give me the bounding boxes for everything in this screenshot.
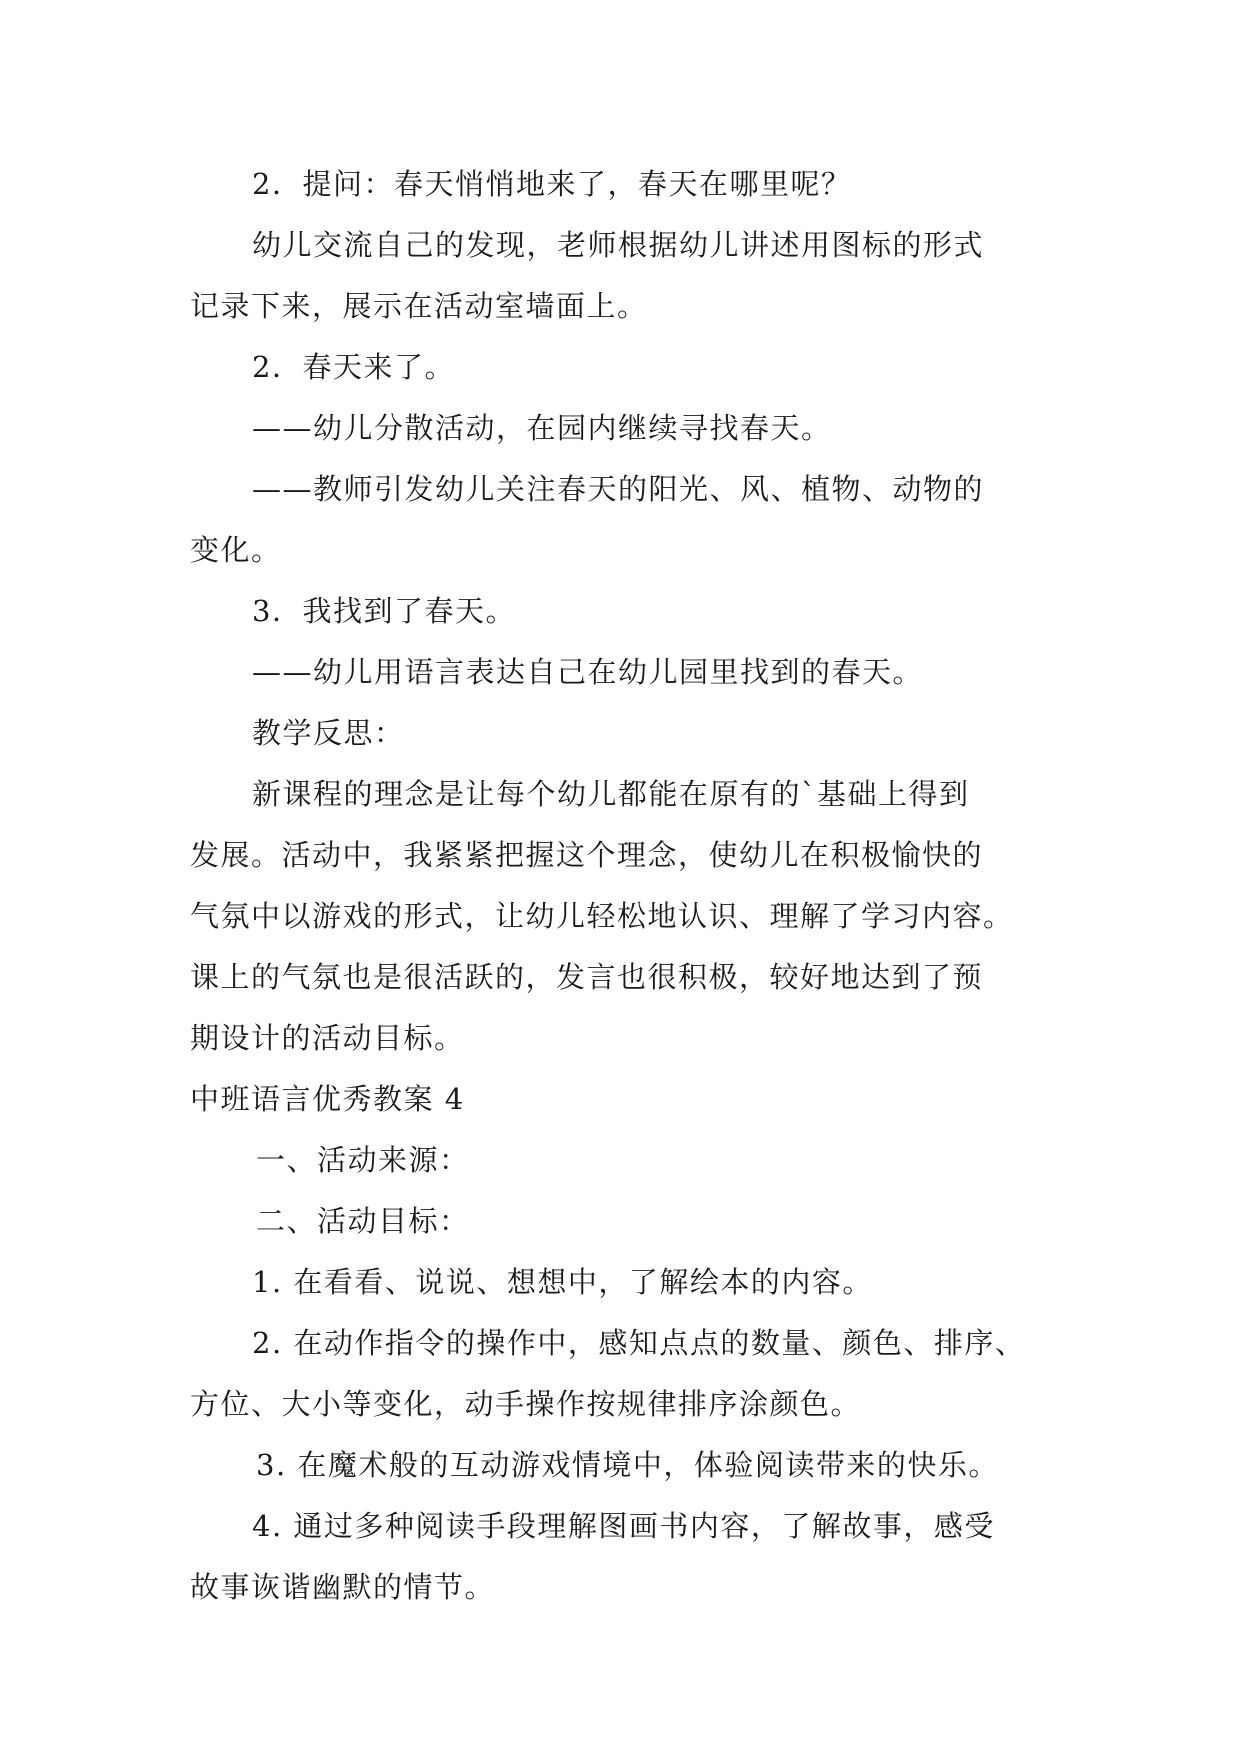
text-line: ——幼儿用语言表达自己在幼儿园里找到的春天。 bbox=[252, 655, 924, 689]
section-label: 一、活动来源： bbox=[256, 1143, 470, 1177]
text-line: 2．春天来了。 bbox=[252, 350, 455, 384]
text-line: 新课程的理念是让每个幼儿都能在原有的`基础上得到 bbox=[252, 777, 970, 811]
text-line: ——教师引发幼儿关注春天的阳光、风、植物、动物的 bbox=[252, 472, 985, 506]
text-line: 方位、大小等变化，动手操作按规律排序涂颜色。 bbox=[190, 1387, 862, 1421]
text-line: ——幼儿分散活动，在园内继续寻找春天。 bbox=[252, 411, 832, 445]
text-line: 4. 通过多种阅读手段理解图画书内容，了解故事，感受 bbox=[252, 1509, 995, 1543]
text-line: 期设计的活动目标。 bbox=[190, 1021, 465, 1055]
text-line: 3．我找到了春天。 bbox=[252, 594, 516, 628]
text-line: 3. 在魔术般的互动游戏情境中，体验阅读带来的快乐。 bbox=[256, 1448, 999, 1482]
text-line: 发展。活动中，我紧紧把握这个理念，使幼儿在积极愉快的 bbox=[190, 838, 984, 872]
text-line: 记录下来，展示在活动室墙面上。 bbox=[190, 289, 648, 323]
text-line: 课上的气氛也是很活跃的，发言也很积极，较好地达到了预 bbox=[190, 960, 984, 994]
text-line: 气氛中以游戏的形式，让幼儿轻松地认识、理解了学习内容。 bbox=[190, 899, 1014, 933]
text-line: 变化。 bbox=[190, 533, 282, 567]
document-heading: 中班语言优秀教案 4 bbox=[190, 1082, 465, 1116]
text-line: 2. 在动作指令的操作中，感知点点的数量、颜色、排序、 bbox=[252, 1326, 1026, 1360]
section-label: 二、活动目标： bbox=[256, 1204, 470, 1238]
text-line: 幼儿交流自己的发现，老师根据幼儿讲述用图标的形式 bbox=[252, 228, 985, 262]
section-label: 教学反思： bbox=[252, 716, 405, 750]
text-line: 1. 在看看、说说、想想中，了解绘本的内容。 bbox=[252, 1265, 873, 1299]
text-line: 故事诙谐幽默的情节。 bbox=[190, 1570, 496, 1604]
text-line: 2．提问：春天悄悄地来了，春天在哪里呢？ bbox=[252, 167, 852, 201]
